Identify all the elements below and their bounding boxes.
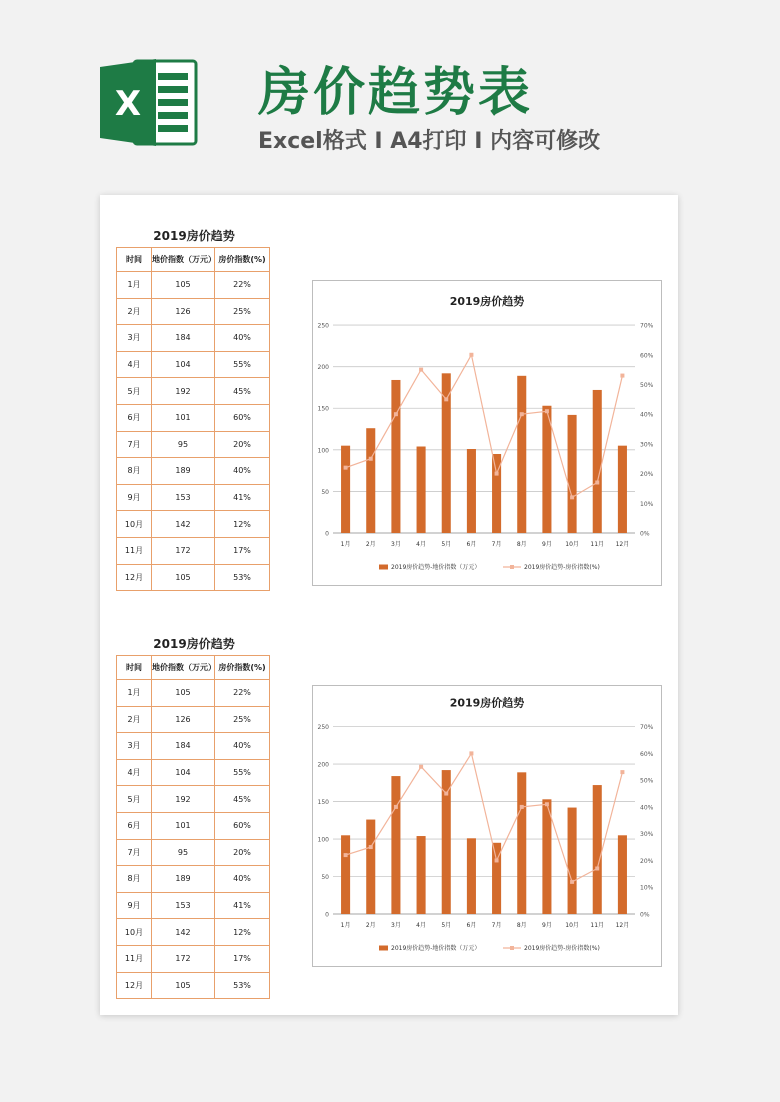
bar xyxy=(341,446,350,533)
cell-month: 3月 xyxy=(117,733,152,760)
column-header-time: 时间 xyxy=(117,656,152,680)
chart-legend xyxy=(379,944,600,952)
cell-land-index: 105 xyxy=(152,272,215,299)
legend-label-bar: 2019房价趋势-地价指数（万元） xyxy=(391,945,481,952)
cell-month: 10月 xyxy=(117,919,152,946)
cell-month: 3月 xyxy=(117,325,152,352)
column-header-land-index: 地价指数（万元） xyxy=(152,656,215,680)
bar xyxy=(417,836,426,914)
spreadsheet-page xyxy=(100,195,678,1015)
table-row xyxy=(117,351,270,378)
cell-price-index: 40% xyxy=(215,325,270,352)
table-row xyxy=(117,759,270,786)
y-tick-label: 50 xyxy=(321,488,329,496)
data-block-1 xyxy=(100,195,678,595)
line-point xyxy=(570,880,574,884)
legend-label-line: 2019房价趋势-房价指数(%) xyxy=(524,564,600,571)
cell-price-index: 22% xyxy=(215,272,270,299)
table-row xyxy=(117,458,270,485)
x-tick-label: 9月 xyxy=(542,922,552,929)
y-tick-label: 250 xyxy=(317,724,329,732)
column-header-land-index: 地价指数（万元） xyxy=(152,248,215,272)
data-block-2 xyxy=(100,603,678,1003)
cell-month: 9月 xyxy=(117,484,152,511)
table-row xyxy=(117,325,270,352)
cell-land-index: 95 xyxy=(152,431,215,458)
y2-tick-label: 0% xyxy=(640,530,650,538)
x-tick-label: 10月 xyxy=(565,922,579,929)
y-tick-label: 0 xyxy=(325,530,329,538)
line-series xyxy=(346,355,623,498)
cell-price-index: 22% xyxy=(215,680,270,707)
cell-land-index: 142 xyxy=(152,919,215,946)
cell-price-index: 20% xyxy=(215,839,270,866)
table-row xyxy=(117,919,270,946)
x-tick-label: 9月 xyxy=(542,541,552,548)
bar xyxy=(341,835,350,914)
cell-price-index: 12% xyxy=(215,919,270,946)
cell-land-index: 172 xyxy=(152,945,215,972)
cell-month: 11月 xyxy=(117,945,152,972)
table-title: 2019房价趋势 xyxy=(153,229,235,243)
line-point xyxy=(595,481,599,485)
y-tick-label: 200 xyxy=(317,761,329,769)
x-tick-label: 1月 xyxy=(340,541,351,548)
bar xyxy=(417,447,426,533)
combo-chart xyxy=(313,686,661,966)
cell-month: 12月 xyxy=(117,564,152,591)
cell-land-index: 104 xyxy=(152,351,215,378)
cell-price-index: 60% xyxy=(215,404,270,431)
line-point xyxy=(394,412,398,416)
line-point xyxy=(344,853,348,857)
cell-month: 2月 xyxy=(117,706,152,733)
line-point xyxy=(469,353,473,357)
cell-price-index: 40% xyxy=(215,866,270,893)
cell-price-index: 20% xyxy=(215,431,270,458)
y-tick-label: 0 xyxy=(325,911,329,919)
cell-land-index: 95 xyxy=(152,839,215,866)
chart-title: 2019房价趋势 xyxy=(449,295,525,309)
x-tick-label: 12月 xyxy=(615,541,630,548)
x-tick-label: 2月 xyxy=(365,922,376,929)
cell-price-index: 17% xyxy=(215,945,270,972)
table-row xyxy=(117,298,270,325)
cell-month: 12月 xyxy=(117,972,152,999)
table-row xyxy=(117,537,270,564)
cell-land-index: 105 xyxy=(152,680,215,707)
bar xyxy=(618,446,627,533)
cell-month: 5月 xyxy=(117,378,152,405)
cell-price-index: 55% xyxy=(215,759,270,786)
y-tick-label: 50 xyxy=(321,874,329,882)
cell-land-index: 189 xyxy=(152,458,215,485)
combo-chart xyxy=(313,281,661,585)
x-tick-label: 12月 xyxy=(615,922,630,929)
x-tick-label: 4月 xyxy=(416,922,426,929)
line-point xyxy=(419,765,423,769)
cell-land-index: 105 xyxy=(152,972,215,999)
legend-label-bar: 2019房价趋势-地价指数（万元） xyxy=(391,564,481,571)
table-row xyxy=(117,272,270,299)
bar xyxy=(442,373,451,533)
x-tick-label: 11月 xyxy=(590,541,605,548)
bar xyxy=(467,838,476,914)
x-tick-label: 3月 xyxy=(391,922,401,929)
cell-month: 7月 xyxy=(117,431,152,458)
cell-price-index: 12% xyxy=(215,511,270,538)
cell-price-index: 60% xyxy=(215,812,270,839)
cell-month: 7月 xyxy=(117,839,152,866)
cell-month: 9月 xyxy=(117,892,152,919)
table-row xyxy=(117,892,270,919)
line-point xyxy=(419,368,423,372)
cell-land-index: 153 xyxy=(152,892,215,919)
y2-tick-label: 10% xyxy=(640,500,654,508)
cell-land-index: 192 xyxy=(152,786,215,813)
bar xyxy=(391,380,400,533)
x-tick-label: 5月 xyxy=(441,922,452,929)
y2-tick-label: 50% xyxy=(640,777,654,785)
cell-land-index: 101 xyxy=(152,812,215,839)
table-title: 2019房价趋势 xyxy=(153,637,235,651)
chart-panel xyxy=(312,685,662,967)
cell-month: 2月 xyxy=(117,298,152,325)
table-row xyxy=(117,839,270,866)
x-tick-label: 4月 xyxy=(416,541,426,548)
line-point xyxy=(444,792,448,796)
x-tick-label: 8月 xyxy=(516,922,527,929)
table-row xyxy=(117,786,270,813)
cell-price-index: 55% xyxy=(215,351,270,378)
y2-tick-label: 70% xyxy=(640,724,654,732)
line-point xyxy=(344,466,348,470)
table-row xyxy=(117,812,270,839)
y2-tick-label: 0% xyxy=(640,911,650,919)
line-point xyxy=(520,412,524,416)
cell-month: 6月 xyxy=(117,812,152,839)
cell-month: 1月 xyxy=(117,272,152,299)
column-header-price-index: 房价指数(%) xyxy=(215,656,270,680)
y2-tick-label: 60% xyxy=(640,352,654,360)
page-title: 房价趋势表 xyxy=(258,63,534,123)
cell-month: 6月 xyxy=(117,404,152,431)
logo-letter: X xyxy=(114,84,142,124)
y2-tick-label: 60% xyxy=(640,750,654,758)
table-header-row xyxy=(117,656,270,680)
cell-land-index: 142 xyxy=(152,511,215,538)
y-tick-label: 100 xyxy=(317,836,329,844)
table-row xyxy=(117,431,270,458)
cell-price-index: 25% xyxy=(215,706,270,733)
cell-land-index: 192 xyxy=(152,378,215,405)
line-point xyxy=(520,805,524,809)
line-point xyxy=(620,374,624,378)
cell-price-index: 45% xyxy=(215,378,270,405)
table-row xyxy=(117,484,270,511)
cell-month: 4月 xyxy=(117,759,152,786)
cell-month: 11月 xyxy=(117,537,152,564)
y-tick-label: 250 xyxy=(317,322,329,330)
bar xyxy=(593,785,602,914)
bar xyxy=(366,820,375,914)
bar xyxy=(542,406,551,533)
chart-title: 2019房价趋势 xyxy=(449,696,525,710)
line-point xyxy=(444,397,448,401)
x-tick-label: 8月 xyxy=(516,541,527,548)
cell-price-index: 40% xyxy=(215,458,270,485)
line-point xyxy=(469,751,473,755)
cell-land-index: 104 xyxy=(152,759,215,786)
y2-tick-label: 30% xyxy=(640,831,654,839)
cell-month: 8月 xyxy=(117,458,152,485)
x-tick-label: 7月 xyxy=(491,922,502,929)
x-tick-label: 10月 xyxy=(565,541,579,548)
line-series xyxy=(346,753,623,882)
x-tick-label: 11月 xyxy=(590,922,605,929)
line-point xyxy=(620,770,624,774)
bar xyxy=(366,428,375,533)
chart-panel xyxy=(312,280,662,586)
cell-land-index: 101 xyxy=(152,404,215,431)
data-table xyxy=(116,247,270,591)
bar xyxy=(517,772,526,914)
table-row xyxy=(117,378,270,405)
cell-land-index: 184 xyxy=(152,733,215,760)
line-point xyxy=(545,802,549,806)
legend-swatch-bar xyxy=(379,946,388,951)
table-row xyxy=(117,945,270,972)
bar xyxy=(618,835,627,914)
cell-price-index: 25% xyxy=(215,298,270,325)
bar xyxy=(391,776,400,914)
table-row xyxy=(117,866,270,893)
data-table xyxy=(116,655,270,999)
table-header-row xyxy=(117,248,270,272)
line-point xyxy=(495,472,499,476)
cell-land-index: 126 xyxy=(152,706,215,733)
excel-logo-icon xyxy=(100,55,200,150)
cell-month: 4月 xyxy=(117,351,152,378)
column-header-price-index: 房价指数(%) xyxy=(215,248,270,272)
bar xyxy=(542,799,551,914)
x-tick-label: 3月 xyxy=(391,541,401,548)
bar xyxy=(593,390,602,533)
chart-legend xyxy=(379,563,600,571)
bar xyxy=(517,376,526,533)
cell-month: 5月 xyxy=(117,786,152,813)
cell-price-index: 53% xyxy=(215,972,270,999)
cell-land-index: 189 xyxy=(152,866,215,893)
line-point xyxy=(369,845,373,849)
x-tick-label: 6月 xyxy=(466,541,477,548)
legend-marker-line xyxy=(510,565,514,569)
table-row xyxy=(117,404,270,431)
x-tick-label: 7月 xyxy=(491,541,502,548)
table-row xyxy=(117,733,270,760)
cell-price-index: 41% xyxy=(215,892,270,919)
cell-price-index: 17% xyxy=(215,537,270,564)
table-row xyxy=(117,564,270,591)
cell-land-index: 153 xyxy=(152,484,215,511)
template-header xyxy=(0,0,780,190)
cell-land-index: 105 xyxy=(152,564,215,591)
cell-price-index: 45% xyxy=(215,786,270,813)
cell-month: 8月 xyxy=(117,866,152,893)
y2-tick-label: 10% xyxy=(640,884,654,892)
table-row xyxy=(117,706,270,733)
y-tick-label: 150 xyxy=(317,799,329,807)
y2-tick-label: 40% xyxy=(640,411,654,419)
page-subtitle: Excel格式 I A4打印 I 内容可修改 xyxy=(258,129,601,154)
y2-tick-label: 30% xyxy=(640,441,654,449)
cell-land-index: 184 xyxy=(152,325,215,352)
y-tick-label: 150 xyxy=(317,405,329,413)
line-point xyxy=(570,495,574,499)
y2-tick-label: 20% xyxy=(640,471,654,479)
x-tick-label: 6月 xyxy=(466,922,477,929)
bar xyxy=(467,449,476,533)
bar xyxy=(568,415,577,533)
table-row xyxy=(117,511,270,538)
legend-label-line: 2019房价趋势-房价指数(%) xyxy=(524,945,600,952)
cell-price-index: 40% xyxy=(215,733,270,760)
x-tick-label: 1月 xyxy=(340,922,351,929)
x-tick-label: 5月 xyxy=(441,541,452,548)
cell-price-index: 53% xyxy=(215,564,270,591)
column-header-time: 时间 xyxy=(117,248,152,272)
y2-tick-label: 20% xyxy=(640,857,654,865)
line-point xyxy=(595,866,599,870)
x-tick-label: 2月 xyxy=(365,541,376,548)
legend-swatch-bar xyxy=(379,565,388,570)
y2-tick-label: 40% xyxy=(640,804,654,812)
y2-tick-label: 70% xyxy=(640,322,654,330)
cell-month: 10月 xyxy=(117,511,152,538)
line-point xyxy=(394,805,398,809)
y2-tick-label: 50% xyxy=(640,381,654,389)
legend-marker-line xyxy=(510,946,514,950)
table-row xyxy=(117,680,270,707)
line-point xyxy=(545,409,549,413)
cell-land-index: 126 xyxy=(152,298,215,325)
y-tick-label: 200 xyxy=(317,364,329,372)
y-tick-label: 100 xyxy=(317,447,329,455)
line-point xyxy=(495,858,499,862)
line-point xyxy=(369,457,373,461)
cell-month: 1月 xyxy=(117,680,152,707)
cell-price-index: 41% xyxy=(215,484,270,511)
bar xyxy=(568,808,577,914)
cell-land-index: 172 xyxy=(152,537,215,564)
table-row xyxy=(117,972,270,999)
